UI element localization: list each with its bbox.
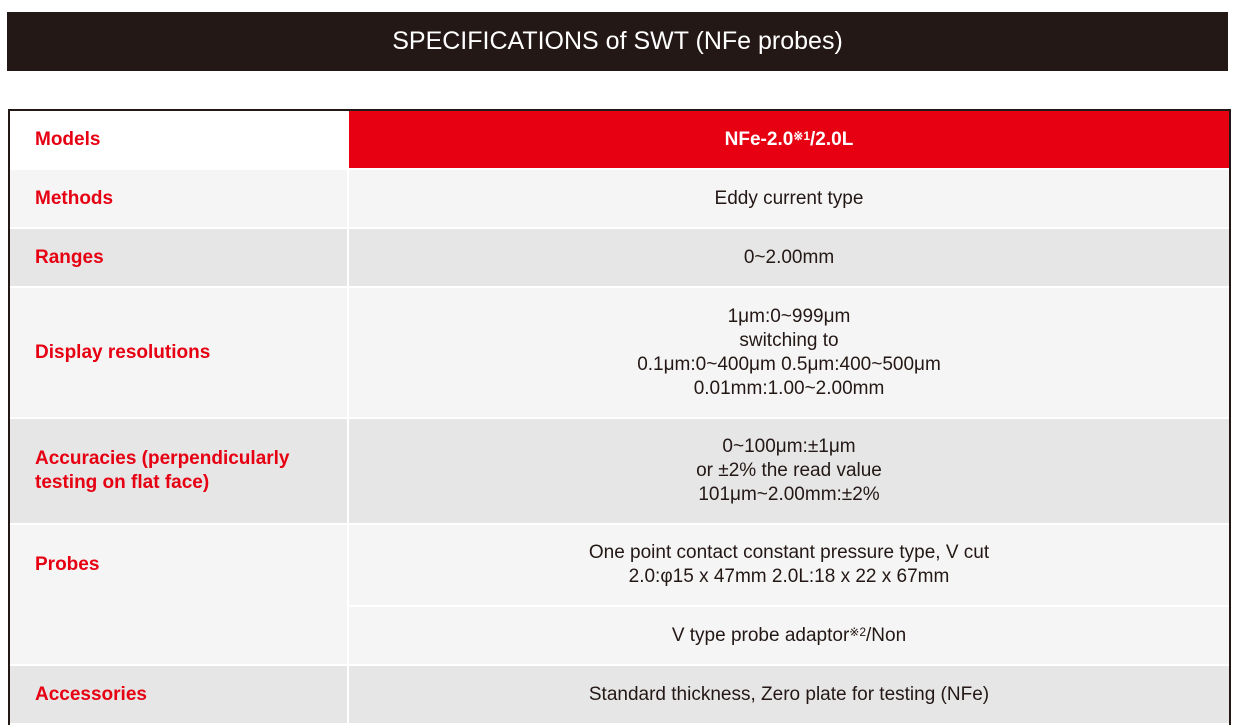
row-label-probes: Probes [10, 525, 349, 664]
table-row-accuracies [10, 419, 1229, 525]
table-row-accessories [10, 666, 1229, 725]
row-label-accuracies [10, 419, 349, 523]
row-value-probes [349, 525, 1229, 605]
row-label-ranges: Ranges [10, 229, 349, 286]
label-line: Accuracies (perpendicularly [35, 448, 290, 469]
row-value-accessories [349, 666, 1229, 723]
row-label-accessories: Accessories [10, 666, 349, 723]
value-line: Eddy current type [714, 187, 864, 209]
value-line: 0.1μm:0~400μm 0.5μm:400~500μm [637, 353, 941, 375]
value-line: 0~2.00mm [743, 246, 835, 268]
row-value-accuracies [349, 419, 1229, 523]
table-row-methods [10, 170, 1229, 229]
model-prefix: NFe-2.0 [724, 128, 794, 150]
value-line: 0.01mm:1.00~2.00mm [693, 377, 885, 399]
table-row-resolutions [10, 288, 1229, 419]
model-suffix: /2.0L [810, 128, 854, 150]
table-row-probes [10, 525, 1229, 666]
row-label-methods: Methods [10, 170, 349, 227]
row-label-models: Models [10, 111, 349, 168]
row-value-probe-adaptor [349, 605, 1229, 664]
row-label-resolutions: Display resolutions [10, 288, 349, 417]
row-value-ranges [349, 229, 1229, 286]
value-line: or ±2% the read value [696, 460, 882, 481]
value-line: 0~100μm:±1μm [722, 436, 856, 457]
label-line: testing on flat face) [35, 472, 210, 493]
value-line: 101μm~2.00mm:±2% [698, 484, 880, 505]
row-value-methods [349, 170, 1229, 227]
row-value-resolutions [349, 288, 1229, 417]
spec-table [8, 109, 1231, 725]
table-row-ranges [10, 229, 1229, 288]
value-line [672, 624, 906, 648]
value-line: One point contact constant pressure type, V cut [588, 542, 990, 563]
model-name [725, 128, 854, 152]
footnote-marker-2: ※2 [849, 624, 867, 639]
value-line: Standard thickness, Zero plate for testing (NFe) [588, 683, 990, 705]
value-line: 1μm:0~999μm [727, 305, 851, 327]
value-line: 2.0:φ15 x 47mm 2.0L:18 x 22 x 67mm [628, 566, 950, 587]
model-value [349, 111, 1229, 168]
page-title-bar [7, 12, 1228, 71]
adaptor-text: V type probe adaptor [671, 624, 850, 646]
table-row-models [10, 111, 1229, 170]
value-line: switching to [739, 329, 839, 351]
probe-cells [349, 525, 1229, 664]
footnote-marker-1: ※1 [793, 128, 811, 143]
adaptor-suffix: /Non [866, 624, 907, 646]
page-title: SPECIFICATIONS of SWT (NFe probes) [392, 27, 843, 55]
